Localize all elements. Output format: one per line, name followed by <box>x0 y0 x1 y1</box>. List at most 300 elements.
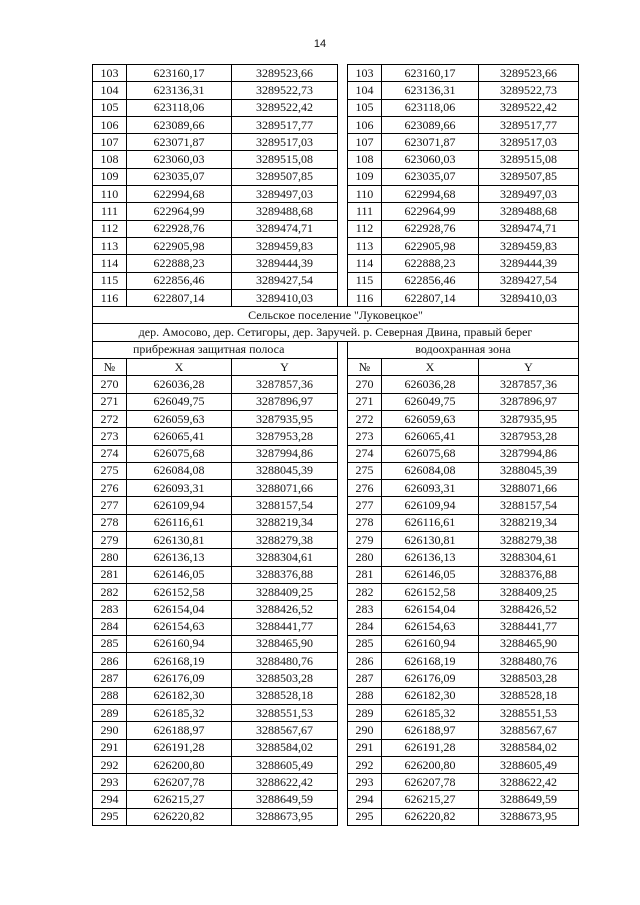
right-y-coordinate-cell: 3289517,77 <box>479 116 579 133</box>
left-x-coordinate-cell: 622807,14 <box>127 289 232 306</box>
right-point-number-cell: 274 <box>348 445 382 462</box>
left-x-coordinate-cell: 626116,61 <box>127 514 232 531</box>
right-y-coordinate-cell: 3288279,38 <box>479 532 579 549</box>
right-y-coordinate-cell: 3289507,85 <box>479 168 579 185</box>
right-point-number-cell: 284 <box>348 618 382 635</box>
right-y-coordinate-cell: 3288503,28 <box>479 670 579 687</box>
column-gap <box>338 151 348 168</box>
right-x-coordinate-cell: 626207,78 <box>382 774 479 791</box>
left-y-coordinate-cell: 3288528,18 <box>232 687 338 704</box>
left-y-coordinate-cell: 3289488,68 <box>232 203 338 220</box>
right-point-number-cell: 116 <box>348 289 382 306</box>
left-y-coordinate-cell: 3288673,95 <box>232 808 338 825</box>
left-x-coordinate-cell: 623071,87 <box>127 134 232 151</box>
right-y-coordinate-cell: 3287953,28 <box>479 428 579 445</box>
right-point-number-cell: 276 <box>348 480 382 497</box>
table-row <box>93 237 579 254</box>
left-x-coordinate-cell: 622905,98 <box>127 237 232 254</box>
right-x-coordinate-cell: 626109,94 <box>382 497 479 514</box>
right-point-number-cell: 115 <box>348 272 382 289</box>
left-x-coordinate-cell: 626215,27 <box>127 791 232 808</box>
left-y-coordinate-cell: 3289515,08 <box>232 151 338 168</box>
right-x-coordinate-cell: 626116,61 <box>382 514 479 531</box>
right-point-number-cell: 283 <box>348 601 382 618</box>
left-y-coordinate-cell: 3287935,95 <box>232 410 338 427</box>
column-gap <box>338 583 348 600</box>
right-point-number-cell: 285 <box>348 635 382 652</box>
column-gap <box>338 739 348 756</box>
left-y-coordinate-cell: 3289522,73 <box>232 82 338 99</box>
left-point-number-cell: 116 <box>93 289 127 306</box>
column-gap <box>338 359 348 376</box>
right-x-coordinate-cell: 626049,75 <box>382 393 479 410</box>
right-point-number-cell: 104 <box>348 82 382 99</box>
column-gap <box>338 82 348 99</box>
zone-title-row <box>93 341 579 358</box>
right-x-coordinate-cell: 623160,17 <box>382 65 479 82</box>
right-y-coordinate-cell: 3288304,61 <box>479 549 579 566</box>
right-y-coordinate-cell: 3287935,95 <box>479 410 579 427</box>
table-row <box>93 756 579 773</box>
left-y-coordinate-cell: 3287953,28 <box>232 428 338 445</box>
table-row <box>93 393 579 410</box>
column-gap <box>338 393 348 410</box>
column-gap <box>338 756 348 773</box>
right-y-coordinate-cell: 3289427,54 <box>479 272 579 289</box>
column-gap <box>338 134 348 151</box>
table-row <box>93 203 579 220</box>
left-point-number-cell: 115 <box>93 272 127 289</box>
table-row <box>93 583 579 600</box>
left-point-number-cell: 285 <box>93 635 127 652</box>
column-gap <box>338 272 348 289</box>
right-x-coordinate-cell: 626176,09 <box>382 670 479 687</box>
left-y-coordinate-cell: 3288409,25 <box>232 583 338 600</box>
right-x-coordinate-cell: 626200,80 <box>382 756 479 773</box>
right-y-coordinate-cell: 3288071,66 <box>479 480 579 497</box>
left-point-number-cell: 272 <box>93 410 127 427</box>
right-x-coordinate-cell: 626146,05 <box>382 566 479 583</box>
column-gap <box>338 428 348 445</box>
left-point-number-cell: 112 <box>93 220 127 237</box>
left-x-coordinate-cell: 623118,06 <box>127 99 232 116</box>
column-gap <box>338 514 348 531</box>
table-row <box>93 410 579 427</box>
table-row <box>93 601 579 618</box>
left-point-number-cell: 111 <box>93 203 127 220</box>
column-gap <box>338 116 348 133</box>
right-point-number-cell: 113 <box>348 237 382 254</box>
right-y-header: Y <box>479 359 579 376</box>
left-y-coordinate-cell: 3288376,88 <box>232 566 338 583</box>
settlement-subtitle-row <box>93 324 579 341</box>
left-y-coordinate-cell: 3289517,03 <box>232 134 338 151</box>
column-gap <box>338 341 348 358</box>
table-row <box>93 186 579 203</box>
left-point-number-cell: 106 <box>93 116 127 133</box>
table-row <box>93 220 579 237</box>
table-row <box>93 497 579 514</box>
left-y-coordinate-cell: 3288480,76 <box>232 653 338 670</box>
column-gap <box>338 532 348 549</box>
right-y-coordinate-cell: 3289517,03 <box>479 134 579 151</box>
left-point-number-cell: 275 <box>93 462 127 479</box>
right-x-coordinate-cell: 626215,27 <box>382 791 479 808</box>
left-y-coordinate-cell: 3288584,02 <box>232 739 338 756</box>
column-header-row <box>93 359 579 376</box>
left-x-coordinate-cell: 626075,68 <box>127 445 232 462</box>
table-row <box>93 65 579 82</box>
right-y-coordinate-cell: 3287896,97 <box>479 393 579 410</box>
right-y-coordinate-cell: 3288622,42 <box>479 774 579 791</box>
right-x-coordinate-cell: 626160,94 <box>382 635 479 652</box>
right-x-coordinate-cell: 626093,31 <box>382 480 479 497</box>
left-y-coordinate-cell: 3288649,59 <box>232 791 338 808</box>
right-point-number-cell: 289 <box>348 704 382 721</box>
column-gap <box>338 601 348 618</box>
left-x-coordinate-cell: 626152,58 <box>127 583 232 600</box>
right-point-number-cell: 291 <box>348 739 382 756</box>
right-x-coordinate-cell: 623118,06 <box>382 99 479 116</box>
right-point-number-cell: 273 <box>348 428 382 445</box>
left-x-coordinate-cell: 622964,99 <box>127 203 232 220</box>
left-y-coordinate-cell: 3288465,90 <box>232 635 338 652</box>
left-y-coordinate-cell: 3289459,83 <box>232 237 338 254</box>
left-point-number-cell: 103 <box>93 65 127 82</box>
table-row <box>93 116 579 133</box>
right-x-coordinate-cell: 626154,04 <box>382 601 479 618</box>
left-point-number-cell: 289 <box>93 704 127 721</box>
right-x-coordinate-cell: 626036,28 <box>382 376 479 393</box>
left-point-number-cell: 271 <box>93 393 127 410</box>
left-y-coordinate-cell: 3288622,42 <box>232 774 338 791</box>
column-gap <box>338 237 348 254</box>
left-point-number-cell: 295 <box>93 808 127 825</box>
right-y-coordinate-cell: 3289522,42 <box>479 99 579 116</box>
table-row <box>93 635 579 652</box>
left-x-header: X <box>127 359 232 376</box>
column-gap <box>338 774 348 791</box>
right-point-number-cell: 106 <box>348 116 382 133</box>
left-point-number-cell: 277 <box>93 497 127 514</box>
right-x-coordinate-cell: 626188,97 <box>382 722 479 739</box>
column-gap <box>338 635 348 652</box>
left-x-coordinate-cell: 622928,76 <box>127 220 232 237</box>
right-point-number-cell: 103 <box>348 65 382 82</box>
right-point-number-cell: 290 <box>348 722 382 739</box>
right-y-coordinate-cell: 3288584,02 <box>479 739 579 756</box>
column-gap <box>338 722 348 739</box>
left-point-number-cell: 286 <box>93 653 127 670</box>
right-point-number-cell: 271 <box>348 393 382 410</box>
left-y-coordinate-cell: 3287857,36 <box>232 376 338 393</box>
column-gap <box>338 497 348 514</box>
left-x-coordinate-cell: 626093,31 <box>127 480 232 497</box>
left-x-coordinate-cell: 626059,63 <box>127 410 232 427</box>
right-point-number-cell: 109 <box>348 168 382 185</box>
right-x-coordinate-cell: 626152,58 <box>382 583 479 600</box>
settlement-subtitle: дер. Амосово, дер. Сетигоры, дер. Заручей. р. Северная Двина, правый берег <box>93 324 579 341</box>
column-gap <box>338 566 348 583</box>
right-point-number-cell: 270 <box>348 376 382 393</box>
column-gap <box>338 808 348 825</box>
right-x-coordinate-cell: 622964,99 <box>382 203 479 220</box>
right-y-coordinate-cell: 3289474,71 <box>479 220 579 237</box>
left-point-number-cell: 278 <box>93 514 127 531</box>
right-point-number-cell: 281 <box>348 566 382 583</box>
table-row <box>93 653 579 670</box>
left-y-coordinate-cell: 3288503,28 <box>232 670 338 687</box>
right-y-coordinate-cell: 3288528,18 <box>479 687 579 704</box>
column-gap <box>338 618 348 635</box>
right-y-coordinate-cell: 3289497,03 <box>479 186 579 203</box>
right-y-coordinate-cell: 3288649,59 <box>479 791 579 808</box>
left-x-coordinate-cell: 626136,13 <box>127 549 232 566</box>
right-x-coordinate-cell: 622905,98 <box>382 237 479 254</box>
left-point-number-cell: 113 <box>93 237 127 254</box>
left-point-number-cell: 291 <box>93 739 127 756</box>
left-y-coordinate-cell: 3288219,34 <box>232 514 338 531</box>
left-y-coordinate-cell: 3289522,42 <box>232 99 338 116</box>
right-x-coordinate-cell: 626075,68 <box>382 445 479 462</box>
table-row <box>93 774 579 791</box>
right-point-number-cell: 112 <box>348 220 382 237</box>
left-x-coordinate-cell: 626182,30 <box>127 687 232 704</box>
right-y-coordinate-cell: 3289410,03 <box>479 289 579 306</box>
left-point-number-cell: 292 <box>93 756 127 773</box>
table-row <box>93 722 579 739</box>
left-y-coordinate-cell: 3288426,52 <box>232 601 338 618</box>
left-y-coordinate-cell: 3288304,61 <box>232 549 338 566</box>
right-y-coordinate-cell: 3288567,67 <box>479 722 579 739</box>
left-point-number-cell: 104 <box>93 82 127 99</box>
table-row <box>93 82 579 99</box>
settlement-title: Сельское поселение "Луковецкое" <box>93 307 579 324</box>
left-y-coordinate-cell: 3287994,86 <box>232 445 338 462</box>
right-x-coordinate-cell: 626182,30 <box>382 687 479 704</box>
left-point-number-cell: 281 <box>93 566 127 583</box>
left-y-coordinate-cell: 3288045,39 <box>232 462 338 479</box>
right-y-coordinate-cell: 3288551,53 <box>479 704 579 721</box>
left-point-number-cell: 280 <box>93 549 127 566</box>
left-y-coordinate-cell: 3287896,97 <box>232 393 338 410</box>
right-point-number-cell: 275 <box>348 462 382 479</box>
left-y-coordinate-cell: 3289517,77 <box>232 116 338 133</box>
left-x-coordinate-cell: 623089,66 <box>127 116 232 133</box>
left-point-number-cell: 283 <box>93 601 127 618</box>
left-point-number-cell: 294 <box>93 791 127 808</box>
right-zone-title: водоохранная зона <box>348 341 579 358</box>
right-point-number-cell: 286 <box>348 653 382 670</box>
right-x-coordinate-cell: 626130,81 <box>382 532 479 549</box>
column-gap <box>338 653 348 670</box>
left-y-coordinate-cell: 3288157,54 <box>232 497 338 514</box>
table-row <box>93 289 579 306</box>
column-gap <box>338 220 348 237</box>
column-gap <box>338 186 348 203</box>
table-row <box>93 428 579 445</box>
left-y-coordinate-cell: 3288567,67 <box>232 722 338 739</box>
table-row <box>93 808 579 825</box>
column-gap <box>338 255 348 272</box>
page-number: 14 <box>313 38 327 50</box>
right-point-number-cell: 108 <box>348 151 382 168</box>
right-x-coordinate-cell: 623071,87 <box>382 134 479 151</box>
column-gap <box>338 704 348 721</box>
left-point-number-cell: 109 <box>93 168 127 185</box>
left-x-coordinate-cell: 626084,08 <box>127 462 232 479</box>
left-point-number-cell: 293 <box>93 774 127 791</box>
right-point-number-cell: 293 <box>348 774 382 791</box>
left-x-coordinate-cell: 626154,04 <box>127 601 232 618</box>
column-gap <box>338 376 348 393</box>
left-point-number-cell: 287 <box>93 670 127 687</box>
table-row <box>93 99 579 116</box>
left-x-coordinate-cell: 623060,03 <box>127 151 232 168</box>
column-gap <box>338 791 348 808</box>
right-point-number-cell: 288 <box>348 687 382 704</box>
right-point-number-cell: 292 <box>348 756 382 773</box>
right-y-coordinate-cell: 3288480,76 <box>479 653 579 670</box>
left-y-header: Y <box>232 359 338 376</box>
right-x-coordinate-cell: 626154,63 <box>382 618 479 635</box>
left-x-coordinate-cell: 626168,19 <box>127 653 232 670</box>
right-y-coordinate-cell: 3288219,34 <box>479 514 579 531</box>
left-y-coordinate-cell: 3288279,38 <box>232 532 338 549</box>
column-gap <box>338 549 348 566</box>
column-gap <box>338 65 348 82</box>
left-number-header: № <box>93 359 127 376</box>
right-x-coordinate-cell: 623136,31 <box>382 82 479 99</box>
column-gap <box>338 462 348 479</box>
left-point-number-cell: 270 <box>93 376 127 393</box>
right-y-coordinate-cell: 3288409,25 <box>479 583 579 600</box>
left-x-coordinate-cell: 626065,41 <box>127 428 232 445</box>
table-row <box>93 168 579 185</box>
left-point-number-cell: 276 <box>93 480 127 497</box>
right-x-coordinate-cell: 626084,08 <box>382 462 479 479</box>
right-point-number-cell: 272 <box>348 410 382 427</box>
table-row <box>93 739 579 756</box>
left-point-number-cell: 288 <box>93 687 127 704</box>
left-point-number-cell: 284 <box>93 618 127 635</box>
left-point-number-cell: 273 <box>93 428 127 445</box>
left-x-coordinate-cell: 626207,78 <box>127 774 232 791</box>
table-row <box>93 376 579 393</box>
left-point-number-cell: 279 <box>93 532 127 549</box>
left-y-coordinate-cell: 3288605,49 <box>232 756 338 773</box>
right-x-coordinate-cell: 623060,03 <box>382 151 479 168</box>
right-x-coordinate-cell: 626136,13 <box>382 549 479 566</box>
column-gap <box>338 670 348 687</box>
table-row <box>93 462 579 479</box>
right-point-number-cell: 111 <box>348 203 382 220</box>
left-x-coordinate-cell: 626176,09 <box>127 670 232 687</box>
right-point-number-cell: 277 <box>348 497 382 514</box>
right-x-coordinate-cell: 623035,07 <box>382 168 479 185</box>
left-x-coordinate-cell: 626188,97 <box>127 722 232 739</box>
right-y-coordinate-cell: 3288605,49 <box>479 756 579 773</box>
table-row <box>93 272 579 289</box>
right-point-number-cell: 295 <box>348 808 382 825</box>
right-x-coordinate-cell: 623089,66 <box>382 116 479 133</box>
right-y-coordinate-cell: 3289444,39 <box>479 255 579 272</box>
left-point-number-cell: 110 <box>93 186 127 203</box>
left-point-number-cell: 107 <box>93 134 127 151</box>
left-x-coordinate-cell: 626130,81 <box>127 532 232 549</box>
left-x-coordinate-cell: 626036,28 <box>127 376 232 393</box>
left-y-coordinate-cell: 3288071,66 <box>232 480 338 497</box>
table-row <box>93 151 579 168</box>
right-point-number-cell: 107 <box>348 134 382 151</box>
left-y-coordinate-cell: 3288441,77 <box>232 618 338 635</box>
right-x-coordinate-cell: 622856,46 <box>382 272 479 289</box>
left-x-coordinate-cell: 626160,94 <box>127 635 232 652</box>
table-row <box>93 480 579 497</box>
right-y-coordinate-cell: 3288441,77 <box>479 618 579 635</box>
table-row <box>93 514 579 531</box>
left-x-coordinate-cell: 626154,63 <box>127 618 232 635</box>
right-x-coordinate-cell: 622888,23 <box>382 255 479 272</box>
right-y-coordinate-cell: 3289515,08 <box>479 151 579 168</box>
left-x-coordinate-cell: 626191,28 <box>127 739 232 756</box>
right-point-number-cell: 287 <box>348 670 382 687</box>
left-x-coordinate-cell: 626049,75 <box>127 393 232 410</box>
table-row <box>93 791 579 808</box>
right-y-coordinate-cell: 3287994,86 <box>479 445 579 462</box>
right-y-coordinate-cell: 3288157,54 <box>479 497 579 514</box>
column-gap <box>338 410 348 427</box>
left-point-number-cell: 114 <box>93 255 127 272</box>
table-row <box>93 670 579 687</box>
left-y-coordinate-cell: 3289497,03 <box>232 186 338 203</box>
left-x-coordinate-cell: 622888,23 <box>127 255 232 272</box>
left-y-coordinate-cell: 3289474,71 <box>232 220 338 237</box>
column-gap <box>338 203 348 220</box>
left-point-number-cell: 282 <box>93 583 127 600</box>
right-point-number-cell: 279 <box>348 532 382 549</box>
left-zone-title: прибрежная защитная полоса <box>93 341 338 358</box>
table-row <box>93 704 579 721</box>
right-x-coordinate-cell: 626168,19 <box>382 653 479 670</box>
left-x-coordinate-cell: 626185,32 <box>127 704 232 721</box>
right-point-number-cell: 280 <box>348 549 382 566</box>
left-x-coordinate-cell: 626220,82 <box>127 808 232 825</box>
left-y-coordinate-cell: 3289523,66 <box>232 65 338 82</box>
left-y-coordinate-cell: 3288551,53 <box>232 704 338 721</box>
left-x-coordinate-cell: 626200,80 <box>127 756 232 773</box>
right-x-coordinate-cell: 626059,63 <box>382 410 479 427</box>
table-row <box>93 532 579 549</box>
right-x-coordinate-cell: 626185,32 <box>382 704 479 721</box>
left-x-coordinate-cell: 626146,05 <box>127 566 232 583</box>
right-y-coordinate-cell: 3288426,52 <box>479 601 579 618</box>
table-row <box>93 549 579 566</box>
table-row <box>93 134 579 151</box>
table-row <box>93 255 579 272</box>
left-y-coordinate-cell: 3289444,39 <box>232 255 338 272</box>
left-y-coordinate-cell: 3289427,54 <box>232 272 338 289</box>
right-number-header: № <box>348 359 382 376</box>
table-row <box>93 618 579 635</box>
right-x-coordinate-cell: 626065,41 <box>382 428 479 445</box>
left-x-coordinate-cell: 623035,07 <box>127 168 232 185</box>
right-point-number-cell: 114 <box>348 255 382 272</box>
left-y-coordinate-cell: 3289410,03 <box>232 289 338 306</box>
right-y-coordinate-cell: 3289488,68 <box>479 203 579 220</box>
column-gap <box>338 480 348 497</box>
left-x-coordinate-cell: 622856,46 <box>127 272 232 289</box>
